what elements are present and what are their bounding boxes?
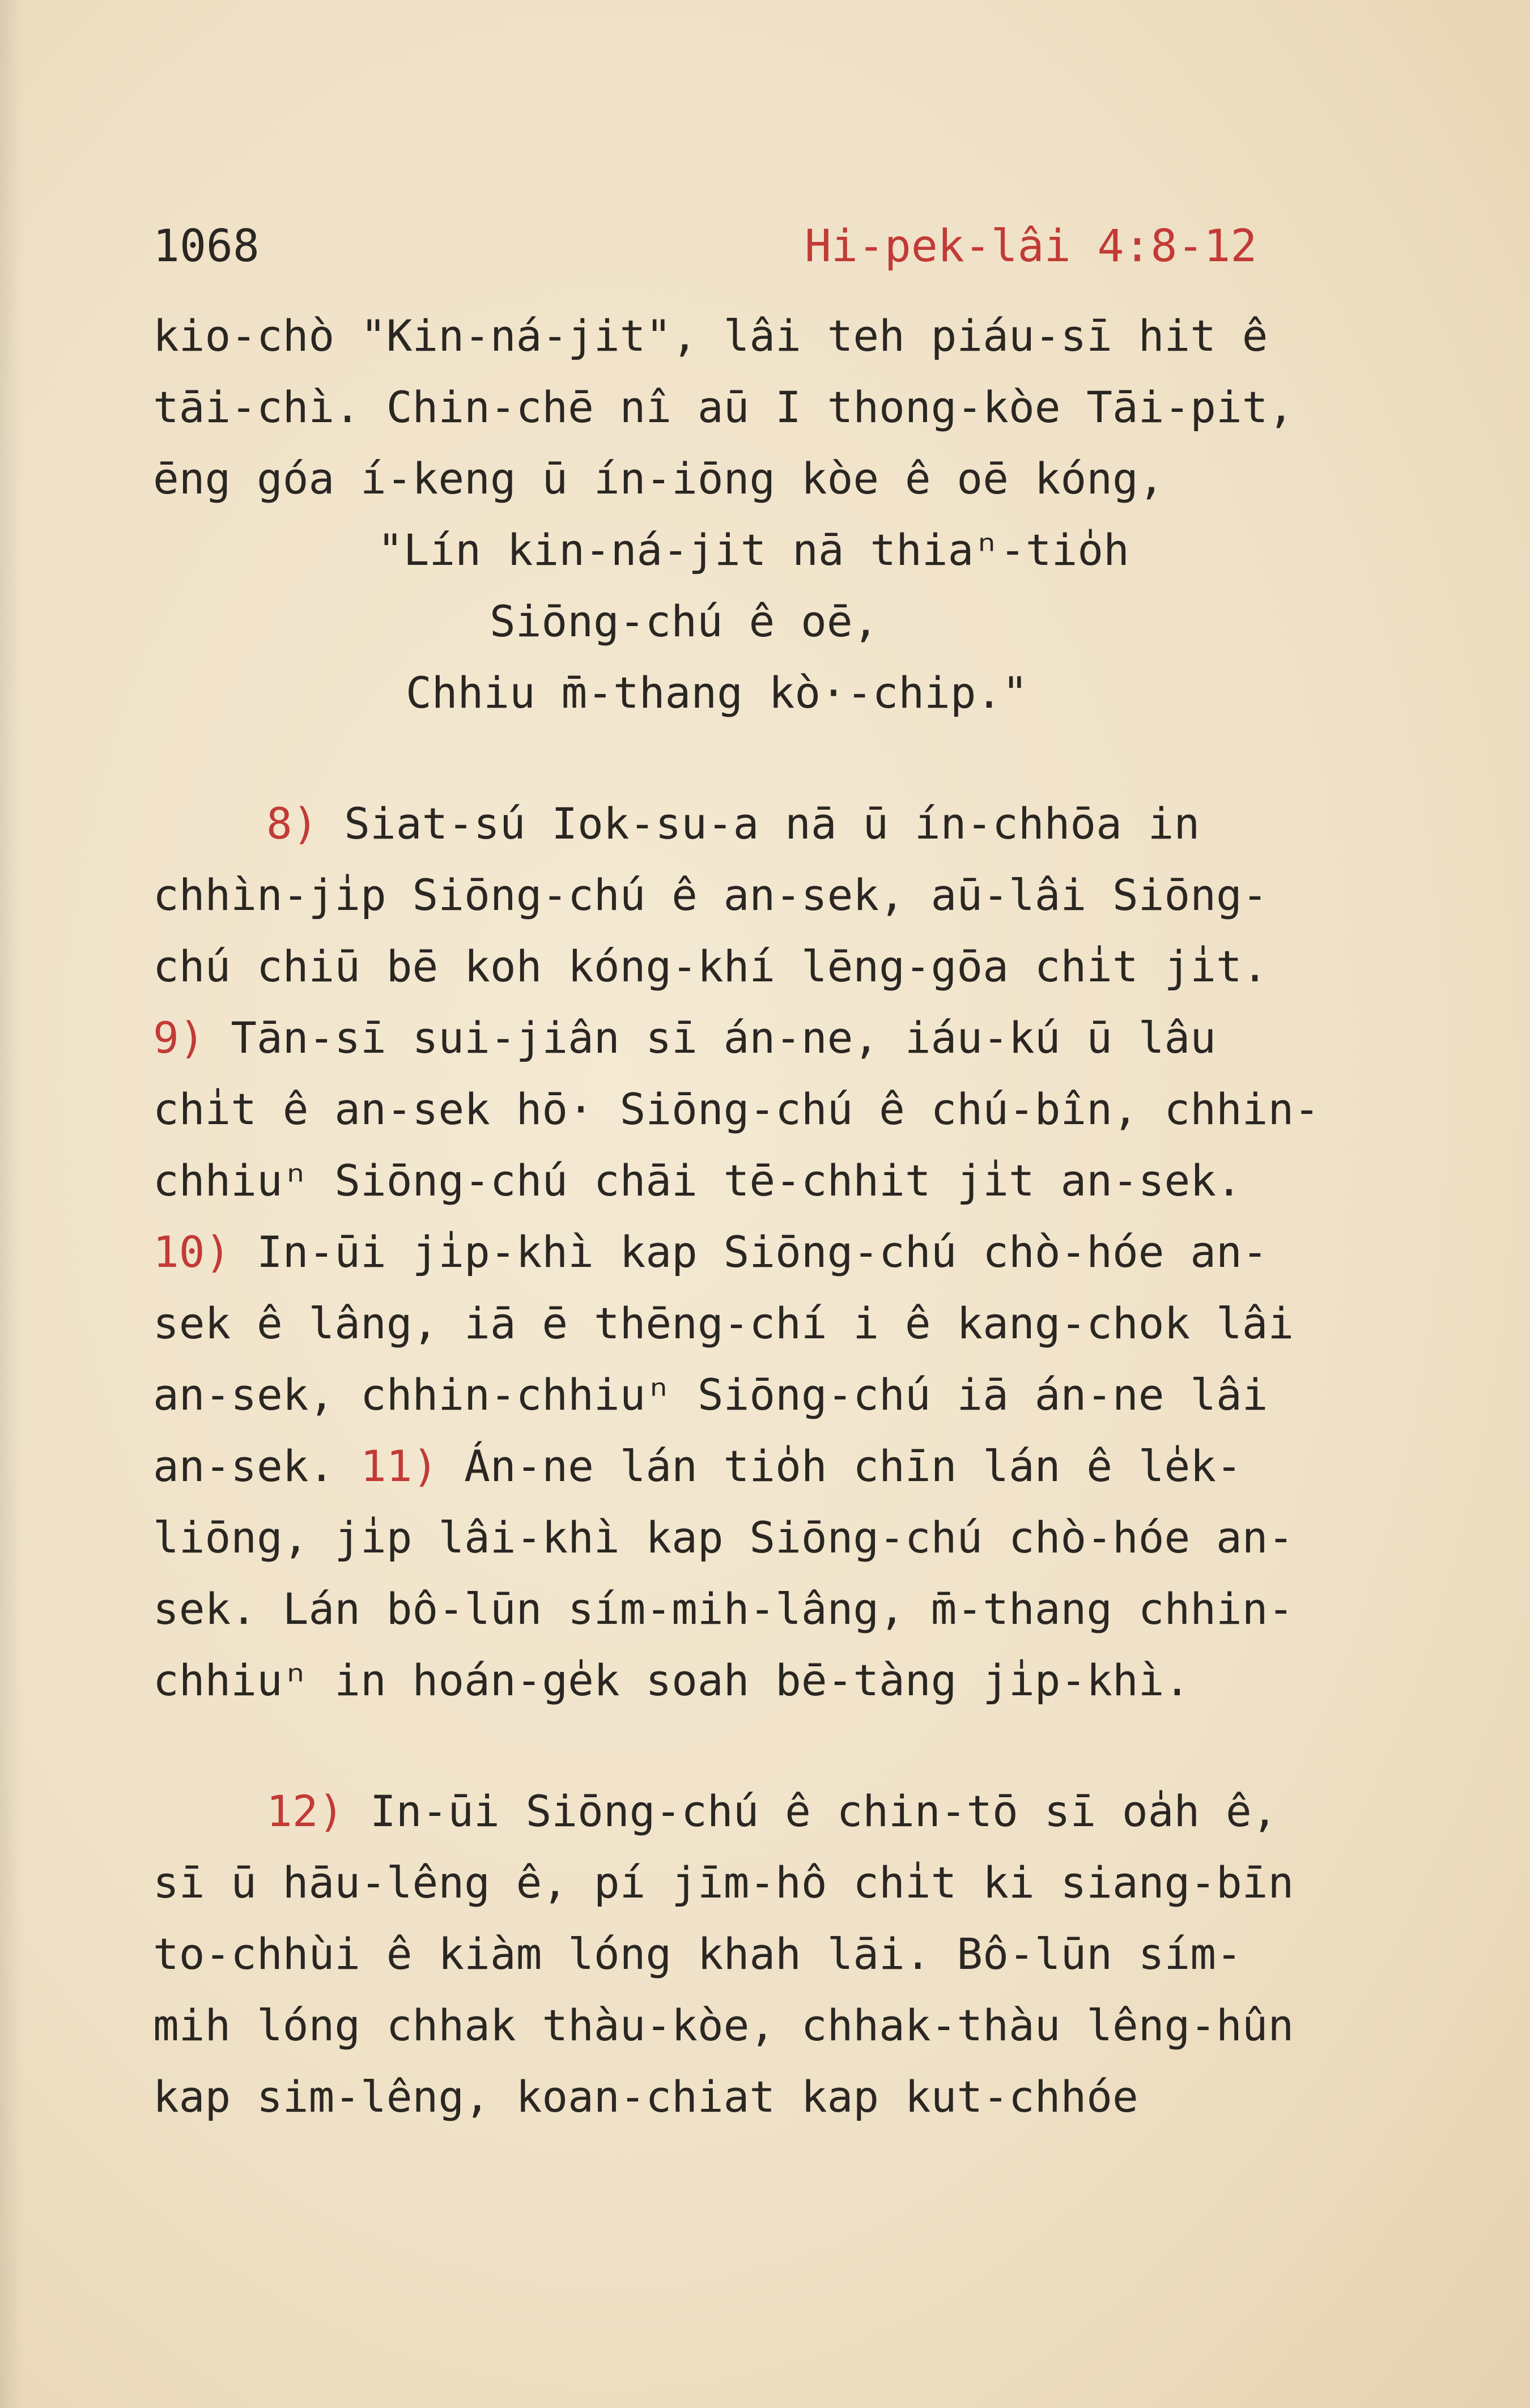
line-text: chhiuⁿ in hoán-ge̍k soah bē-tàng ji̍p-khì. bbox=[153, 1655, 1191, 1705]
text-line bbox=[153, 1145, 1490, 1216]
text-line bbox=[153, 1502, 1490, 1573]
paragraph-gap bbox=[153, 729, 1490, 788]
text-line bbox=[153, 1359, 1490, 1431]
line-text: sek ê lâng, iā ē thēng-chí i ê kang-chok lâi bbox=[153, 1298, 1294, 1348]
line-text: chhìn-ji̍p Siōng-chú ê an-sek, aū-lâi Siōng- bbox=[153, 870, 1268, 920]
line-text: kap sim-lêng, koan-chiat kap kut-chhóe bbox=[153, 2071, 1138, 2122]
text-line bbox=[153, 931, 1490, 1002]
line-text: Chhiu m̄-thang kò·-chip." bbox=[406, 667, 1028, 718]
line-text: to-chhùi ê kiàm lóng khah lāi. Bô-lūn sím- bbox=[153, 1929, 1242, 1979]
line-text: In-ūi Siōng-chú ê chin-tō sī oa̍h ê, bbox=[344, 1786, 1278, 1836]
line-text: ēng góa í-keng ū ín-iōng kòe ê oē kóng, bbox=[153, 453, 1164, 504]
verse-number: 12) bbox=[266, 1786, 345, 1836]
text-line bbox=[153, 300, 1490, 372]
text-line bbox=[153, 1573, 1490, 1645]
line-text: tāi-chì. Chin-chē nî aū I thong-kòe Tāi-pit, bbox=[153, 382, 1294, 432]
running-head: Hi-pek-lâi 4:8-12 bbox=[805, 221, 1257, 272]
line-text: chú chiū bē koh kóng-khí lēng-gōa chi̍t ji̍t. bbox=[153, 941, 1268, 992]
line-text: Án-ne lán tio̍h chīn lán ê le̍k- bbox=[438, 1441, 1242, 1491]
verse-number: 11) bbox=[360, 1441, 439, 1491]
text-line bbox=[153, 657, 1490, 729]
text-line bbox=[153, 788, 1490, 860]
text-line bbox=[153, 586, 1490, 657]
line-text: Siōng-chú ê oē, bbox=[490, 596, 879, 646]
line-text: mih lóng chhak thàu-kòe, chhak-thàu lêng-hûn bbox=[153, 2000, 1294, 2050]
line-text: kio-chò "Kin-ná-jit", lâi teh piáu-sī hit ê bbox=[153, 310, 1268, 361]
verse-number: 9) bbox=[153, 1012, 205, 1063]
paragraph-gap bbox=[153, 1716, 1490, 1776]
text-line bbox=[153, 1776, 1490, 1847]
line-text: chhiuⁿ Siōng-chú chāi tē-chhit ji̍t an-sek. bbox=[153, 1155, 1242, 1206]
text-line bbox=[153, 443, 1490, 514]
text-line bbox=[153, 1645, 1490, 1716]
text-line bbox=[153, 372, 1490, 443]
text-line bbox=[153, 2061, 1490, 2133]
line-text: an-sek. bbox=[153, 1441, 361, 1491]
page-header bbox=[153, 221, 1473, 283]
text-line bbox=[153, 860, 1490, 931]
text-line bbox=[153, 1847, 1490, 1918]
page-number: 1068 bbox=[153, 221, 260, 272]
text-line bbox=[153, 1990, 1490, 2061]
line-text: "Lín kin-ná-jit nā thiaⁿ-tio̍h bbox=[377, 525, 1129, 575]
text-line bbox=[153, 1431, 1490, 1502]
line-text: sī ū hāu-lêng ê, pí jīm-hô chi̍t ki siang-bīn bbox=[153, 1857, 1294, 1908]
verse-number: 8) bbox=[266, 798, 318, 849]
text-line bbox=[153, 1216, 1490, 1288]
line-text: chi̍t ê an-sek hō· Siōng-chú ê chú-bîn, chhin- bbox=[153, 1084, 1320, 1134]
page-gutter-shadow bbox=[0, 0, 23, 2408]
body-text bbox=[153, 300, 1490, 2133]
text-line bbox=[153, 1074, 1490, 1145]
line-text: an-sek, chhin-chhiuⁿ Siōng-chú iā án-ne lâi bbox=[153, 1369, 1268, 1420]
line-text: Tān-sī sui-jiân sī án-ne, iáu-kú ū lâu bbox=[205, 1012, 1216, 1063]
line-text: Siat-sú Iok-su-a nā ū ín-chhōa in bbox=[318, 798, 1200, 849]
line-text: In-ūi ji̍p-khì kap Siōng-chú chò-hóe an- bbox=[231, 1227, 1268, 1277]
line-text: liōng, ji̍p lâi-khì kap Siōng-chú chò-hóe an- bbox=[153, 1512, 1294, 1563]
text-line bbox=[153, 1918, 1490, 1990]
text-line bbox=[153, 1002, 1490, 1074]
text-line bbox=[153, 1288, 1490, 1359]
text-line bbox=[153, 514, 1490, 586]
line-text: sek. Lán bô-lūn sím-mih-lâng, m̄-thang chhin- bbox=[153, 1584, 1294, 1634]
verse-number: 10) bbox=[153, 1227, 231, 1277]
